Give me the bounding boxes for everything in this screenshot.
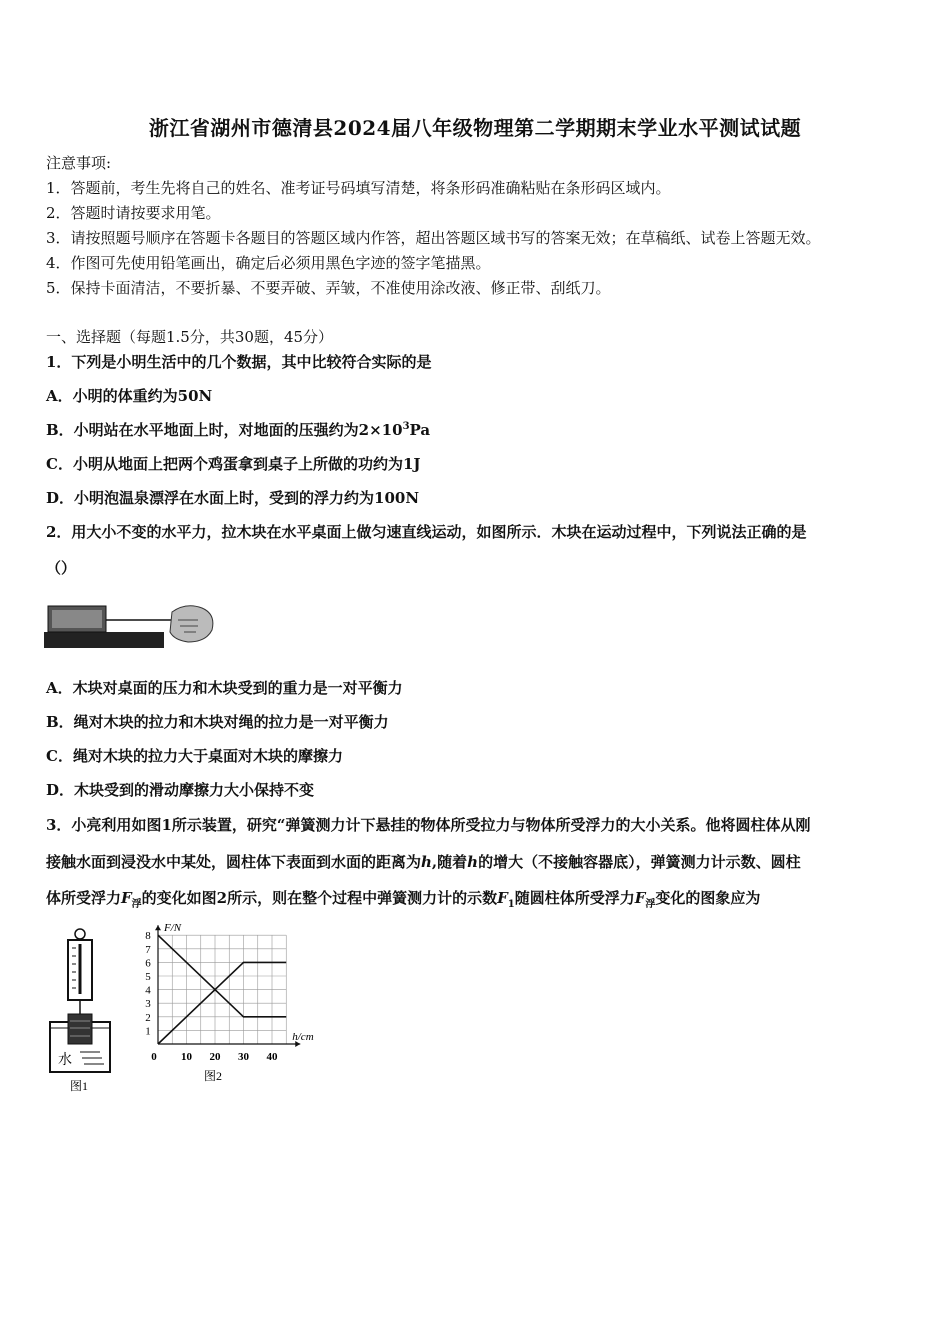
y-tick-label: 5 bbox=[145, 971, 151, 983]
q3-text: 接触水面到浸没水中某处，圆柱体下表面到水面的距离为 bbox=[46, 853, 422, 871]
question-1-stem: 1．下列是小明生活中的几个数据，其中比较符合实际的是 bbox=[46, 353, 432, 371]
q2-option-c: C．绳对木块的拉力大于桌面对木块的摩擦力 bbox=[46, 747, 343, 765]
x-axis-label: h/cm bbox=[292, 1031, 314, 1043]
figure-1-apparatus bbox=[40, 926, 120, 1096]
y-tick-label: 1 bbox=[145, 1025, 151, 1038]
notice-item: 1．答题前，考生先将自己的姓名、准考证号码填写清楚，将条形码准确粘贴在条形码区域内。 bbox=[46, 179, 671, 197]
q1-option-a: A．小明的体重约为50N bbox=[46, 387, 213, 405]
q3-var-h: h bbox=[421, 853, 432, 871]
q3-sub-1: 1 bbox=[507, 899, 515, 910]
hand bbox=[170, 606, 213, 642]
cylinder bbox=[68, 1014, 92, 1044]
question-3-line-2 bbox=[46, 851, 801, 872]
table-surface bbox=[44, 632, 164, 648]
notice-heading: 注意事项: bbox=[46, 154, 112, 172]
notice-item: 3．请按照题号顺序在答题卡各题目的答题区域内作答，超出答题区域书写的答案无效；在草稿纸、试卷上答题无效。 bbox=[46, 229, 821, 247]
question-2-paren: （） bbox=[46, 559, 77, 577]
figure-2-caption: 图2 bbox=[203, 1069, 223, 1083]
question-2-stem: 2．用大小不变的水平力，拉木块在水平桌面上做匀速直线运动，如图所示．木块在运动过程中，下列说法正确的是 bbox=[46, 523, 807, 541]
notice-item: 2．答题时请按要求用笔。 bbox=[46, 204, 221, 222]
x-tick-label: 10 bbox=[181, 1051, 192, 1063]
figure-2-chart bbox=[138, 922, 328, 1092]
water-label: 水 bbox=[58, 1053, 72, 1068]
y-axis-arrow bbox=[155, 925, 161, 930]
q3-var-F: F bbox=[634, 889, 646, 907]
spring-scale-hook-top bbox=[75, 929, 85, 939]
q3-text: 的变化如图2所示，则在整个过程中弹簧测力计的示数 bbox=[141, 889, 498, 907]
x-tick-label: 20 bbox=[209, 1051, 221, 1063]
q3-sub-float: 浮 bbox=[131, 899, 142, 910]
q1-option-b bbox=[46, 419, 430, 440]
q3-text: ,随着 bbox=[431, 853, 468, 871]
x-tick-label: 30 bbox=[238, 1051, 249, 1063]
q3-text: 随圆柱体所受浮力 bbox=[514, 889, 635, 907]
q2-option-b: B．绳对木块的拉力和木块对绳的拉力是一对平衡力 bbox=[46, 713, 389, 731]
q2-option-a: A．木块对桌面的压力和木块受到的重力是一对平衡力 bbox=[46, 679, 403, 697]
q3-text: 体所受浮力 bbox=[46, 889, 122, 907]
y-tick-label: 7 bbox=[145, 943, 151, 956]
q2-option-d: D．木块受到的滑动摩擦力大小保持不变 bbox=[46, 781, 315, 799]
page-title: 浙江省湖州市德清县2024届八年级物理第二学期期末学业水平测试试题 bbox=[148, 116, 802, 140]
x-tick-label: 0 bbox=[151, 1051, 157, 1063]
q1-option-b-unit: Pa bbox=[409, 421, 431, 439]
q3-text: 的增大（不接触容器底），弹簧测力计示数、圆柱 bbox=[478, 853, 801, 871]
q1-option-c: C．小明从地面上把两个鸡蛋拿到桌子上所做的功约为1J bbox=[46, 455, 421, 473]
q1-option-b-text: B．小明站在水平地面上时，对地面的压强约为2×10 bbox=[46, 421, 403, 439]
y-tick-label: 6 bbox=[145, 957, 151, 970]
question-3-line-1: 3．小亮利用如图1所示装置，研究“弹簧测力计下悬挂的物体所受拉力与物体所受浮力的大小关系。他将圆柱体从刚 bbox=[46, 816, 811, 834]
y-tick-label: 4 bbox=[145, 984, 151, 997]
q3-var-F: F bbox=[121, 889, 132, 907]
section-heading: 一、选择题（每题1.5分，共30题，45分） bbox=[46, 328, 334, 346]
q3-text: 变化的图象应为 bbox=[655, 889, 761, 907]
q1-option-b-exponent: 3 bbox=[402, 421, 410, 432]
notice-item: 4．作图可先使用铅笔画出，确定后必须用黑色字迹的签字笔描黑。 bbox=[46, 254, 491, 272]
q1-option-d: D．小明泡温泉漂浮在水面上时，受到的浮力约为100N bbox=[46, 489, 420, 507]
y-tick-label: 2 bbox=[145, 1011, 151, 1024]
wood-block-figure bbox=[44, 600, 216, 652]
q3-var-h: h bbox=[467, 853, 479, 871]
y-axis-label: F/N bbox=[164, 922, 182, 935]
figure-1-caption: 图1 bbox=[70, 1079, 89, 1093]
y-tick-label: 8 bbox=[145, 930, 151, 943]
wood-block-grain bbox=[52, 610, 102, 628]
y-tick-label: 3 bbox=[145, 998, 151, 1011]
q3-sub-float: 浮 bbox=[645, 899, 656, 910]
x-tick-label: 40 bbox=[266, 1051, 278, 1063]
notice-item: 5．保持卡面清洁，不要折暴、不要弄破、弄皱，不准使用涂改液、修正带、刮纸刀。 bbox=[46, 279, 611, 297]
question-3-line-3 bbox=[46, 887, 760, 910]
q3-var-F: F bbox=[497, 889, 508, 907]
